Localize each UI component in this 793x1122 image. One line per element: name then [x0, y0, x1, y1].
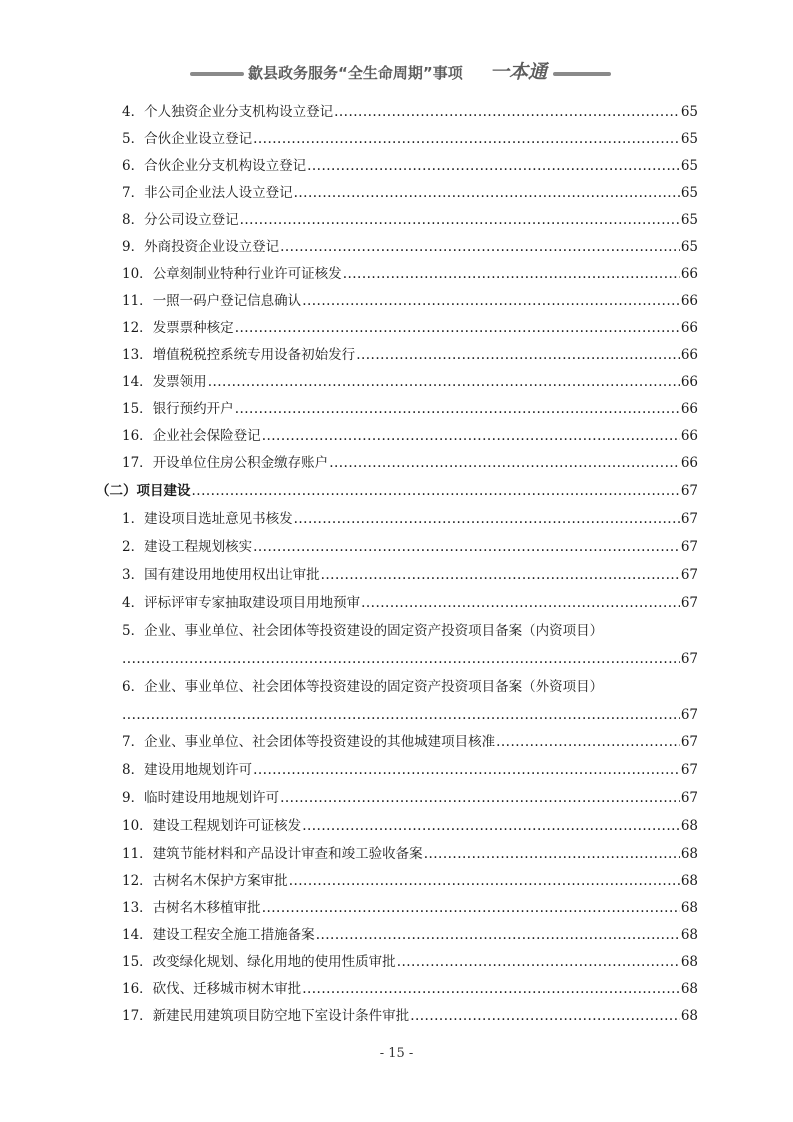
toc-entry[interactable]: [122, 1007, 698, 1025]
toc-entry-title: 增值税税控系统专用设备初始发行: [152, 347, 356, 363]
toc-entry[interactable]: [122, 761, 698, 779]
toc-dot-leader: [253, 130, 680, 148]
toc-entry-page: 66: [680, 266, 698, 282]
toc-entry-page: 68: [680, 818, 698, 834]
toc-entry-number: 17．: [122, 455, 153, 471]
toc-dot-leader: [122, 650, 680, 668]
toc-dot-leader: [334, 103, 680, 121]
header-logo-text: 一本通: [490, 61, 548, 83]
header-rule-right: [553, 72, 611, 76]
toc-dot-leader: [240, 211, 680, 229]
toc-entry-page: 68: [680, 846, 698, 862]
toc-entry-number: 7．: [122, 185, 145, 201]
toc-dot-leader: [122, 706, 680, 724]
toc-entry-page: 67: [680, 651, 698, 667]
toc-entry-title: 分公司设立登记: [144, 212, 239, 228]
toc-entry-page: 66: [680, 401, 698, 417]
toc-dot-leader: [302, 817, 680, 835]
toc-entry-page: 67: [680, 734, 698, 750]
toc-dot-leader: [302, 980, 680, 998]
toc-entry-number: 6．: [122, 158, 145, 174]
toc-dot-leader: [253, 538, 680, 556]
toc-entry-wrapped[interactable]: [122, 622, 603, 640]
toc-entry-title: 发票票种核定: [152, 320, 234, 336]
toc-entry-number: 10．: [122, 818, 153, 834]
toc-dot-leader: [410, 1007, 680, 1025]
toc-dot-leader: [329, 454, 680, 472]
toc-entry-continuation: [122, 706, 698, 724]
toc-entry[interactable]: [122, 454, 698, 472]
toc-dot-leader: [253, 761, 680, 779]
toc-entry-number: 9．: [122, 239, 145, 255]
toc-dot-leader: [208, 373, 680, 391]
toc-entry-number: 8．: [122, 212, 145, 228]
toc-entry-title: 新建民用建筑项目防空地下室设计条件审批: [152, 1008, 410, 1024]
toc-dot-leader: [262, 899, 680, 917]
toc-entry-wrapped[interactable]: [122, 678, 603, 696]
toc-entry-number: 1．: [122, 511, 145, 527]
toc-entry-number: 6．: [122, 679, 145, 695]
toc-entry-page: 68: [680, 900, 698, 916]
toc-entry-number: 12．: [122, 320, 153, 336]
toc-entry-title: 外商投资企业设立登记: [144, 239, 280, 255]
toc-entry-number: 15．: [122, 401, 153, 417]
toc-entry[interactable]: [122, 980, 698, 998]
toc-entry[interactable]: [122, 130, 698, 148]
toc-entry-title: 建设工程规划许可证核发: [152, 818, 302, 834]
toc-entry-title: 一照一码户登记信息确认: [152, 293, 302, 309]
toc-entry-title: 古树名木移植审批: [152, 900, 261, 916]
toc-entry-number: 17．: [122, 1008, 153, 1024]
toc-dot-leader: [280, 789, 680, 807]
toc-section-number: （二）: [96, 483, 137, 499]
toc-entry-title: 合伙企业分支机构设立登记: [144, 158, 307, 174]
toc-entry-title: 评标评审专家抽取建设项目用地预审: [144, 595, 361, 611]
toc-entry-title: 银行预约开户: [152, 401, 234, 417]
toc-dot-leader: [262, 427, 680, 445]
toc-entry-number: 8．: [122, 762, 145, 778]
toc-entry-continuation: [122, 650, 698, 668]
toc-entry-title: 建设工程规划核实: [144, 539, 253, 555]
toc-entry-title: 非公司企业法人设立登记: [144, 185, 293, 201]
toc-entry-number: 16．: [122, 981, 153, 997]
toc-entry[interactable]: [122, 845, 698, 863]
toc-dot-leader: [316, 926, 680, 944]
toc-entry-page: 67: [680, 483, 698, 499]
toc-dot-leader: [321, 566, 680, 584]
toc-entry[interactable]: [122, 238, 698, 256]
toc-entry-title: 建设项目选址意见书核发: [144, 511, 293, 527]
toc-entry-page: 67: [680, 762, 698, 778]
toc-entry-page: 65: [680, 212, 698, 228]
toc-entry-page: 66: [680, 293, 698, 309]
toc-entry-page: 66: [680, 347, 698, 363]
toc-entry[interactable]: [122, 157, 698, 175]
toc-entry[interactable]: [122, 265, 698, 283]
toc-entry-page: 68: [680, 927, 698, 943]
toc-entry-page: 66: [680, 455, 698, 471]
toc-dot-leader: [280, 238, 680, 256]
toc-entry-page: 67: [680, 790, 698, 806]
toc-entry-page: 65: [680, 104, 698, 120]
toc-dot-leader: [496, 733, 680, 751]
toc-dot-leader: [361, 594, 680, 612]
toc-entry-number: 13．: [122, 900, 153, 916]
toc-entry-title: 合伙企业设立登记: [144, 131, 253, 147]
toc-entry-title: 古树名木保护方案审批: [152, 873, 288, 889]
toc-entry-page: 68: [680, 981, 698, 997]
toc-entry[interactable]: [122, 594, 698, 612]
toc-dot-leader: [343, 265, 680, 283]
toc-entry-title: 企业、事业单位、社会团体等投资建设的固定资产投资项目备案（内资项目）: [144, 623, 604, 639]
toc-entry-page: 67: [680, 511, 698, 527]
toc-entry-number: 12．: [122, 873, 153, 889]
toc-entry-page: 65: [680, 158, 698, 174]
header-title: 歙县政务服务“全生命周期”事项: [248, 64, 463, 82]
toc-entry[interactable]: [122, 926, 698, 944]
toc-entry-number: 4．: [122, 595, 145, 611]
toc-entry-page: 67: [680, 595, 698, 611]
toc-entry-title: 公章刻制业特种行业许可证核发: [152, 266, 342, 282]
toc-dot-leader: [302, 292, 680, 310]
toc-entry-number: 4．: [122, 104, 145, 120]
toc-entry-title: 个人独资企业分支机构设立登记: [144, 104, 334, 120]
toc-entry-number: 16．: [122, 428, 153, 444]
toc-entry-number: 13．: [122, 347, 153, 363]
toc-entry-number: 5．: [122, 623, 145, 639]
toc-entry-page: 66: [680, 428, 698, 444]
page-header: [0, 63, 793, 85]
toc-entry[interactable]: [122, 538, 698, 556]
toc-entry-title: 建设工程安全施工措施备案: [152, 927, 315, 943]
toc-entry-number: 2．: [122, 539, 145, 555]
toc-entry-page: 65: [680, 131, 698, 147]
page-number: - 15 -: [379, 1046, 414, 1061]
toc-entry[interactable]: [122, 789, 698, 807]
toc-entry[interactable]: [122, 292, 698, 310]
toc-entry-page: 68: [680, 873, 698, 889]
toc-dot-leader: [307, 157, 680, 175]
header-rule-left: [190, 72, 244, 76]
toc-entry-number: 11．: [122, 293, 153, 309]
toc-entry-page: 67: [680, 539, 698, 555]
toc-dot-leader: [424, 845, 680, 863]
toc-entry-title: 建设用地规划许可: [144, 762, 253, 778]
toc-entry-title: 砍伐、迁移城市树木审批: [152, 981, 302, 997]
toc-entry-title: 建筑节能材料和产品设计审查和竣工验收备案: [152, 846, 423, 862]
toc-entry-title: 发票领用: [152, 374, 207, 390]
toc-entry[interactable]: [122, 872, 698, 890]
toc-entry-page: 65: [680, 239, 698, 255]
toc-entry-number: 9．: [122, 790, 145, 806]
toc-entry-page: 66: [680, 320, 698, 336]
toc-section-title: 项目建设: [136, 483, 191, 499]
toc-entry-page: 68: [680, 1008, 698, 1024]
toc-entry-number: 5．: [122, 131, 145, 147]
toc-section-heading[interactable]: [96, 482, 698, 500]
toc-entry[interactable]: [122, 103, 698, 121]
toc-entry-title: 企业、事业单位、社会团体等投资建设的其他城建项目核准: [144, 734, 496, 750]
toc-entry-number: 14．: [122, 927, 153, 943]
toc-entry-number: 14．: [122, 374, 153, 390]
toc-entry[interactable]: [122, 510, 698, 528]
toc-entry-page: 67: [680, 567, 698, 583]
toc-dot-leader: [235, 400, 680, 418]
toc-entry-number: 10．: [122, 266, 153, 282]
toc-entry-title: 企业社会保险登记: [152, 428, 261, 444]
toc-entry[interactable]: [122, 899, 698, 917]
toc-entry[interactable]: [122, 427, 698, 445]
toc-dot-leader: [397, 953, 680, 971]
toc-entry-page: 67: [680, 707, 698, 723]
toc-entry[interactable]: [122, 346, 698, 364]
toc-entry[interactable]: [122, 817, 698, 835]
toc-entry-number: 7．: [122, 734, 145, 750]
toc-entry[interactable]: [122, 319, 698, 337]
toc-dot-leader: [235, 319, 680, 337]
toc-entry-page: 68: [680, 954, 698, 970]
toc-entry-title: 国有建设用地使用权出让审批: [144, 567, 320, 583]
toc-dot-leader: [356, 346, 680, 364]
toc-entry-number: 11．: [122, 846, 153, 862]
toc-dot-leader: [294, 184, 680, 202]
toc-entry[interactable]: [122, 211, 698, 229]
toc-entry[interactable]: [122, 400, 698, 418]
toc-entry[interactable]: [122, 566, 698, 584]
toc-dot-leader: [192, 482, 680, 500]
toc-entry[interactable]: [122, 733, 698, 751]
toc-entry[interactable]: [122, 373, 698, 391]
toc-entry-title: 开设单位住房公积金缴存账户: [152, 455, 329, 471]
toc-entry-page: 65: [680, 185, 698, 201]
toc-entry[interactable]: [122, 184, 698, 202]
toc-entry-page: 66: [680, 374, 698, 390]
toc-entry-title: 临时建设用地规划许可: [144, 790, 280, 806]
toc-entry-number: 15．: [122, 954, 153, 970]
toc-entry-number: 3．: [122, 567, 145, 583]
toc-dot-leader: [289, 872, 680, 890]
toc-dot-leader: [294, 510, 680, 528]
toc-entry-title: 改变绿化规划、绿化用地的使用性质审批: [152, 954, 396, 970]
toc-entry-title: 企业、事业单位、社会团体等投资建设的固定资产投资项目备案（外资项目）: [144, 679, 604, 695]
toc-entry[interactable]: [122, 953, 698, 971]
